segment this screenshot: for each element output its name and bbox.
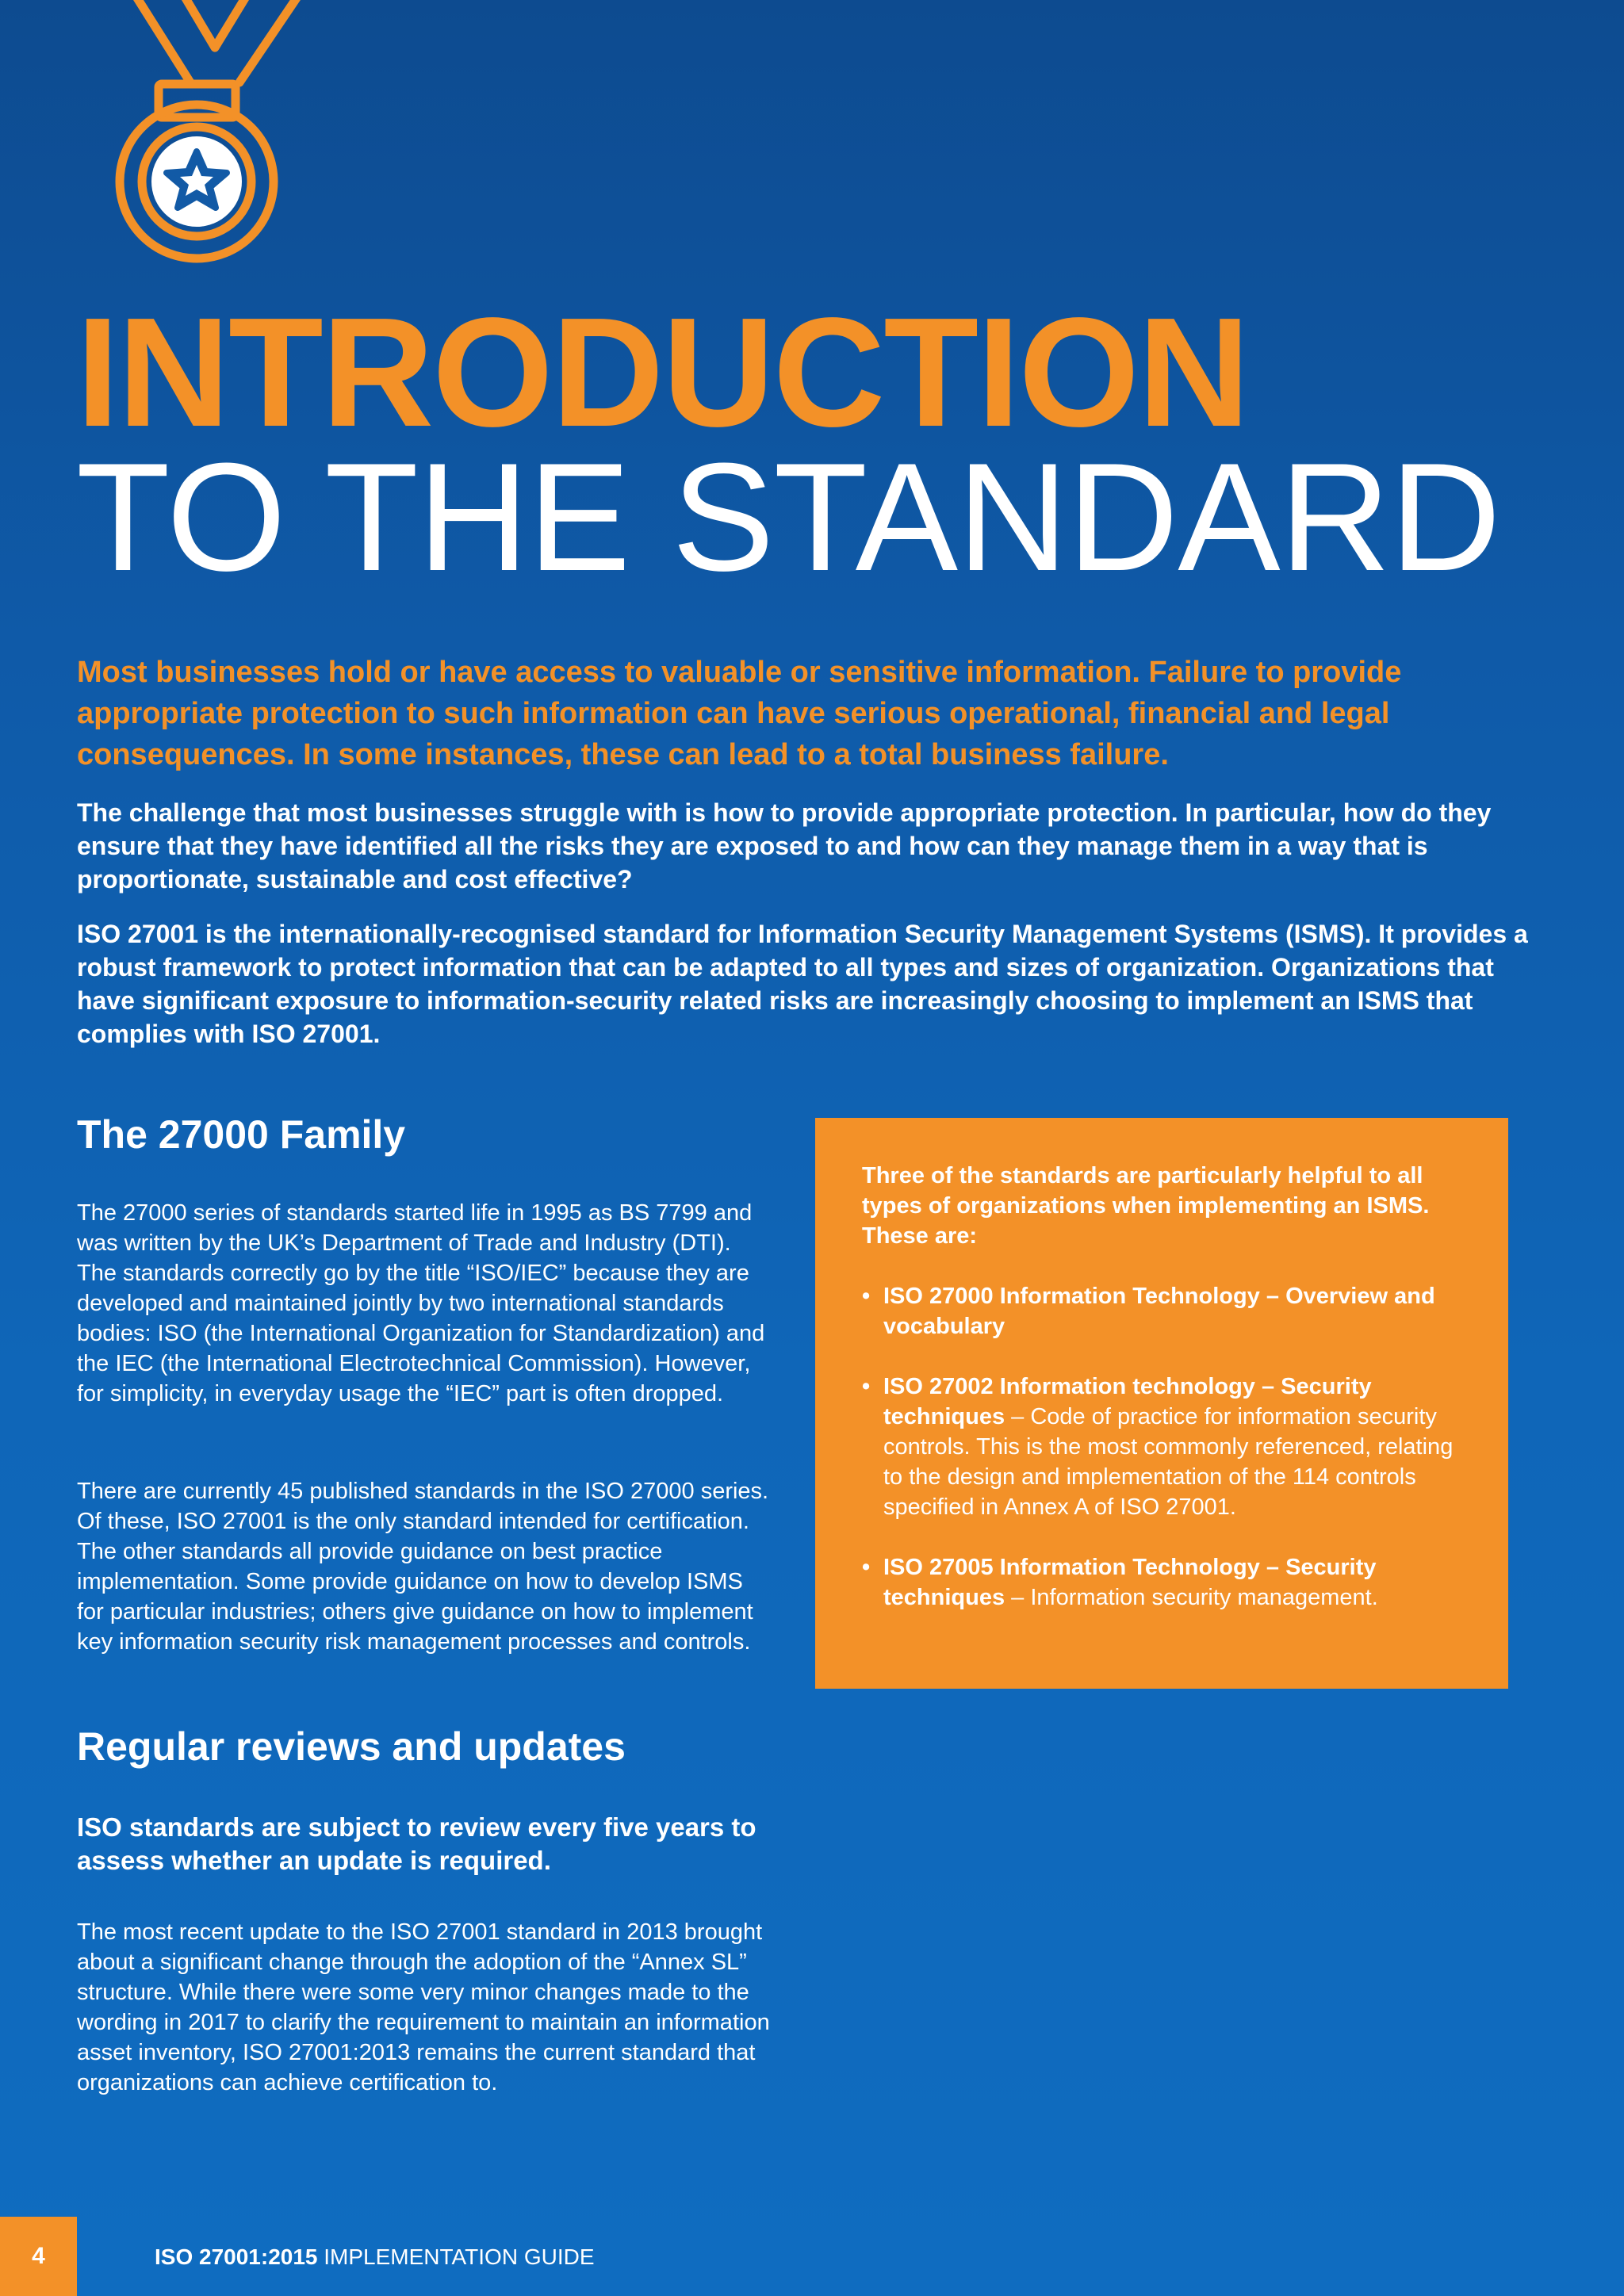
- standards-callout-box: [815, 1118, 1508, 1689]
- section-heading-reviews: Regular reviews and updates: [77, 1724, 626, 1769]
- section-heading-27000-family: The 27000 Family: [77, 1112, 406, 1157]
- list-item: [862, 1372, 1461, 1522]
- intro-paragraph-iso27001: ISO 27001 is the internationally-recognised standard for Information Security Management Systems (ISMS). It provides a robust framework to protect information that can be adapted to all types and sizes of organization. Organizations that have significant exposure to information-security related risks are increasingly choosing to implement an ISMS that complies with ISO 27001.: [77, 920, 1528, 1048]
- list-item-description: – Information security management.: [1005, 1585, 1378, 1610]
- footer-title-bold: ISO 27001:2015: [155, 2244, 318, 2269]
- list-item-title: ISO 27000 Information Technology – Overview and vocabulary: [883, 1284, 1435, 1339]
- list-item-title: ISO 27005 Information Technology – Security techniques: [883, 1555, 1377, 1610]
- medal-star-icon: [95, 0, 301, 270]
- lead-paragraph: Most businesses hold or have access to valuable or sensitive information. Failure to provide appropriate protection to such information can have serious operational, financial and legal consequences. In some instances, these can lead to a total business failure.: [77, 656, 1402, 771]
- footer-title-rest: IMPLEMENTATION GUIDE: [317, 2244, 595, 2269]
- reviews-subheading: ISO standards are subject to review every five years to assess whether an update is required.: [77, 1812, 756, 1875]
- list-item-title: ISO 27002 Information technology – Security techniques: [883, 1374, 1372, 1429]
- callout-intro: Three of the standards are particularly helpful to all types of organizations when implementing an ISMS. These are:: [862, 1163, 1430, 1249]
- list-item-description: – Code of practice for information security controls. This is the most commonly referenced, relating to the design and implementation of the 114 controls specified in Annex A of ISO 27001.: [883, 1404, 1454, 1520]
- intro-paragraph-challenge: The challenge that most businesses struggle with is how to provide appropriate protection. In particular, how do they ensure that they have identified all the risks they are exposed to and how can they manage them in a way that is proportionate, sustainable and cost effective?: [77, 798, 1492, 894]
- family-paragraph-history: The 27000 series of standards started life in 1995 as BS 7799 and was written by the UK’s Department of Trade and Industry (DTI). The standards correctly go by the title “ISO/IEC” because they are developed and maintained jointly by two international standards bodies: ISO (the International Organization for Standardization) and the IEC (the International Electrotechnical Commission). However, for simplicity, in everyday usage the “IEC” part is often dropped.: [77, 1200, 765, 1406]
- bullet: •: [862, 1555, 871, 1580]
- bullet: •: [862, 1284, 871, 1309]
- family-paragraph-published: There are currently 45 published standards in the ISO 27000 series. Of these, ISO 27001 is the only standard intended for certification. The other standards all provide guidance on best practice implementation. Some provide guidance on how to develop ISMS for particular industries; others give guidance on how to implement key information security risk management processes and controls.: [77, 1479, 769, 1655]
- page-title-line-1: INTRODUCTION: [76, 285, 1249, 459]
- list-item: [862, 1552, 1461, 1613]
- page-number: 4: [0, 2217, 77, 2296]
- bullet: •: [862, 1374, 871, 1399]
- list-item: [862, 1281, 1461, 1341]
- reviews-paragraph: The most recent update to the ISO 27001 standard in 2013 brought about a significant change through the adoption of the “Annex SL” structure. While there were some very minor changes made to the wording in 2017 to clarify the requirement to maintain an information asset inventory, ISO 27001:2013 remains the current standard that organizations can achieve certification to.: [77, 1919, 770, 2095]
- standards-list: [862, 1281, 1461, 1613]
- footer-document-title: [155, 2243, 595, 2271]
- page-title-line-2: TO THE STANDARD: [76, 431, 1500, 603]
